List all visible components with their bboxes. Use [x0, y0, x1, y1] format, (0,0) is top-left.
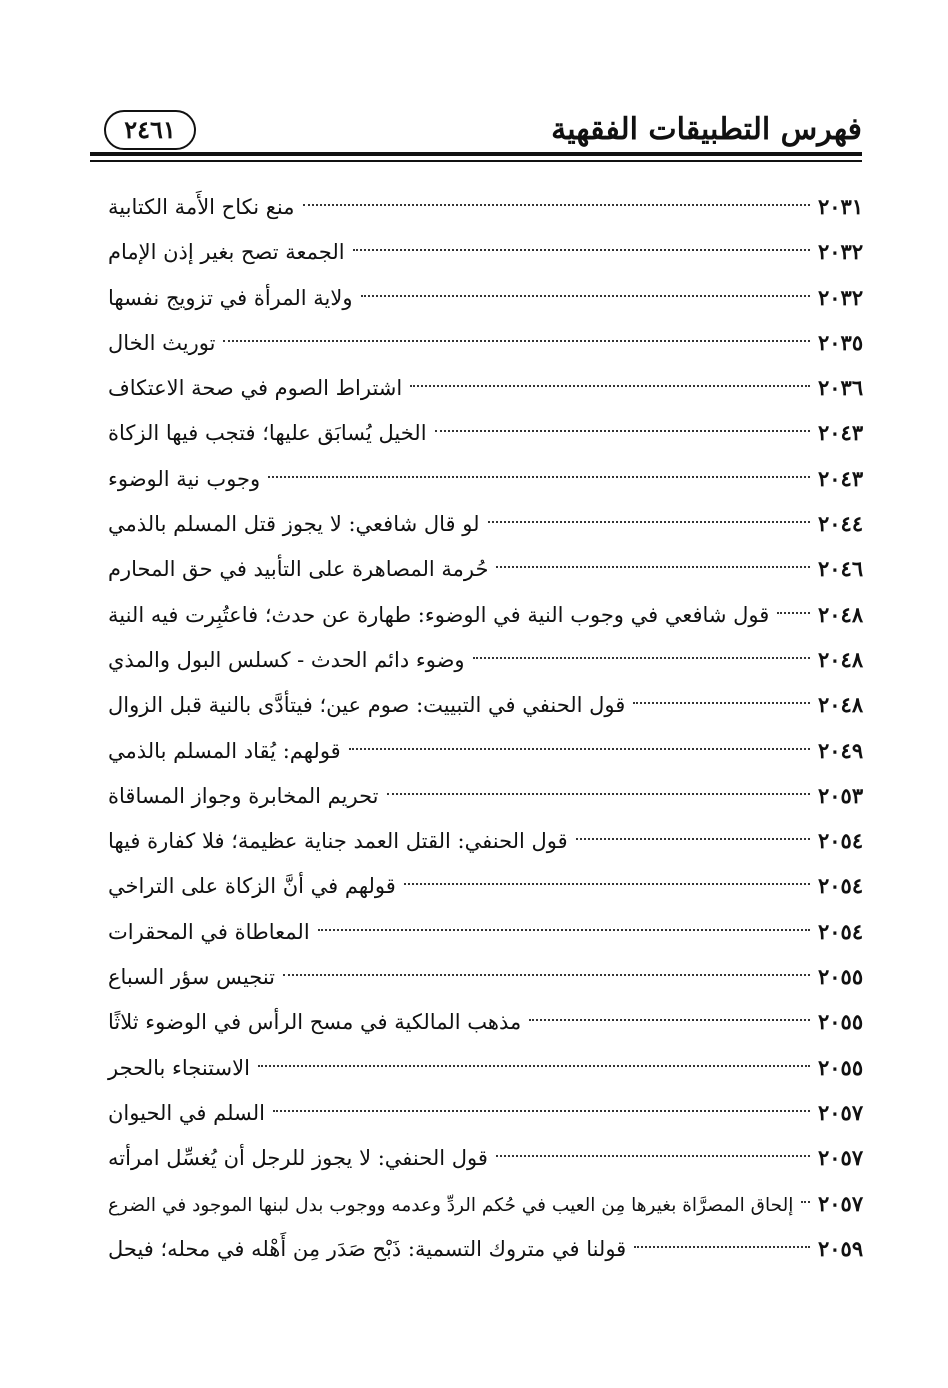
- entry-title: لو قال شافعي: لا يجوز قتل المسلم بالذمي: [108, 512, 480, 537]
- index-entry: [108, 546, 880, 591]
- dot-leader: [283, 973, 810, 976]
- dot-leader: [223, 339, 810, 342]
- dot-leader: [273, 1109, 810, 1112]
- entry-page-number: ٢٠٥٤: [818, 828, 864, 854]
- index-entry: [108, 1226, 880, 1271]
- entry-title: حُرمة المصاهرة على التأبيد في حق المحارم: [108, 557, 489, 582]
- header-rule-thick: [90, 152, 862, 156]
- index-entry: [108, 229, 880, 274]
- entry-page-number: ٢٠٣٢: [818, 284, 864, 310]
- entry-title: وجوب نية الوضوء: [108, 466, 261, 491]
- entry-page-number: ٢٠٤٨: [818, 601, 864, 627]
- index-entry: [108, 275, 880, 320]
- entry-page-number: ٢٠٤٩: [818, 737, 864, 763]
- entry-title: قول الحنفي في التبييت: صوم عين؛ فيتأدَّى بالنية قبل الزوال: [108, 693, 626, 718]
- index-entry: [108, 410, 880, 455]
- dot-leader: [634, 1245, 810, 1248]
- index-entry: [108, 863, 880, 908]
- entry-page-number: ٢٠٤٤: [818, 511, 864, 537]
- entry-title: الجمعة تصح بغير إذن الإمام: [108, 240, 345, 265]
- dot-leader: [576, 837, 810, 840]
- entry-page-number: ٢٠٥٧: [818, 1190, 864, 1216]
- entry-page-number: ٢٠٤٦: [818, 556, 864, 582]
- entry-title: قول الحنفي: القتل العمد جناية عظيمة؛ فلا كفارة فيها: [108, 829, 568, 854]
- dot-leader: [387, 792, 811, 795]
- entry-page-number: ٢٠٥٧: [818, 1145, 864, 1171]
- index-entry: [108, 1090, 880, 1135]
- header-rule-thin: [90, 160, 862, 162]
- entry-page-number: ٢٠٥٥: [818, 1009, 864, 1035]
- entry-title: اشتراط الصوم في صحة الاعتكاف: [108, 376, 403, 401]
- entry-title: قول شافعي في وجوب النية في الوضوء: طهارة عن حدث؛ فاعتُبِرت فيه النية: [108, 602, 770, 627]
- index-entry: [108, 320, 880, 365]
- entry-title: تحريم المخابرة وجواز المساقاة: [108, 783, 379, 808]
- dot-leader: [801, 1200, 810, 1203]
- entry-page-number: ٢٠٣٥: [818, 329, 864, 355]
- index-entry: [108, 999, 880, 1044]
- entry-title: قولهم: يُقاد المسلم بالذمي: [108, 738, 341, 763]
- dot-leader: [473, 656, 810, 659]
- entry-title: قولهم في أنَّ الزكاة على التراخي: [108, 874, 396, 899]
- index-entry: [108, 682, 880, 727]
- entry-title: المعاطاة في المحقرات: [108, 919, 310, 944]
- entry-page-number: ٢٠٤٣: [818, 420, 864, 446]
- entry-title: السلم في الحيوان: [108, 1100, 266, 1125]
- entry-title: الاستنجاء بالحجر: [108, 1055, 250, 1080]
- dot-leader: [303, 203, 810, 206]
- entry-page-number: ٢٠٣١: [818, 194, 864, 219]
- entry-page-number: ٢٠٤٣: [818, 465, 864, 491]
- index-entry: [108, 728, 880, 773]
- dot-leader: [404, 882, 810, 885]
- entry-page-number: ٢٠٤٨: [818, 692, 864, 718]
- dot-leader: [349, 747, 810, 750]
- index-entry: [108, 1181, 880, 1226]
- page-number-badge: ٢٤٦١: [104, 110, 196, 150]
- index-entry: [108, 954, 880, 999]
- dot-leader: [633, 701, 810, 704]
- dot-leader: [361, 294, 810, 297]
- index-entry: [108, 818, 880, 863]
- index-entry: [108, 501, 880, 546]
- entry-page-number: ٢٠٥٤: [818, 918, 864, 944]
- entry-page-number: ٢٠٥٥: [818, 964, 864, 990]
- entry-title: توريث الخال: [108, 330, 216, 355]
- dot-leader: [496, 1154, 810, 1157]
- entry-page-number: ٢٠٥٤: [818, 873, 864, 899]
- index-entry: [108, 592, 880, 637]
- entry-page-number: ٢٠٣٢: [818, 239, 864, 265]
- index-entry: [108, 1045, 880, 1090]
- dot-leader: [268, 475, 810, 478]
- entry-title: الخيل يُسابَق عليها؛ فتجب فيها الزكاة: [108, 421, 427, 446]
- dot-leader: [410, 384, 810, 387]
- page-title: فهرس التطبيقات الفقهية: [551, 112, 862, 147]
- index-entry: [108, 456, 880, 501]
- entry-title: تنجيس سؤر السباع: [108, 965, 276, 990]
- dot-leader: [777, 611, 810, 614]
- entry-title: مذهب المالكية في مسح الرأس في الوضوء ثلاثًا: [108, 1010, 522, 1035]
- entry-page-number: ٢٠٣٦: [818, 375, 864, 401]
- dot-leader: [496, 565, 810, 568]
- entry-title: قول الحنفي: لا يجوز للرجل أن يُغسِّل امرأته: [108, 1146, 488, 1171]
- index-entry: [108, 773, 880, 818]
- entry-title: إلحاق المصرَّاة بغيرها مِن العيب في حُكم الردِّ وعدمه ووجوب بدل لبنها الموجود في الضرع: [108, 1194, 794, 1216]
- entry-page-number: ٢٠٥٥: [818, 1054, 864, 1080]
- index-entries: [108, 184, 880, 1271]
- entry-page-number: ٢٠٥٣: [818, 782, 864, 808]
- dot-leader: [353, 248, 810, 251]
- entry-title: وضوء دائم الحدث - كسلس البول والمذي: [108, 647, 465, 672]
- index-entry: [108, 909, 880, 954]
- entry-title: ولاية المرأة في تزويج نفسها: [108, 285, 353, 310]
- index-entry: [108, 365, 880, 410]
- dot-leader: [318, 928, 810, 931]
- entry-title: قولنا في متروك التسمية: ذَبْح صَدَر مِن أَهْله في محله؛ فيحل: [108, 1236, 627, 1261]
- dot-leader: [529, 1018, 810, 1021]
- dot-leader: [435, 429, 810, 432]
- entry-page-number: ٢٠٥٩: [818, 1235, 864, 1261]
- dot-leader: [258, 1064, 810, 1067]
- index-entry: [108, 1135, 880, 1180]
- page-header: [90, 108, 862, 152]
- index-entry: [108, 637, 880, 682]
- dot-leader: [488, 520, 810, 523]
- index-entry: [108, 184, 880, 229]
- entry-page-number: ٢٠٥٧: [818, 1099, 864, 1125]
- entry-title: منع نكاح الأَمة الكتابية: [108, 195, 295, 219]
- entry-page-number: ٢٠٤٨: [818, 646, 864, 672]
